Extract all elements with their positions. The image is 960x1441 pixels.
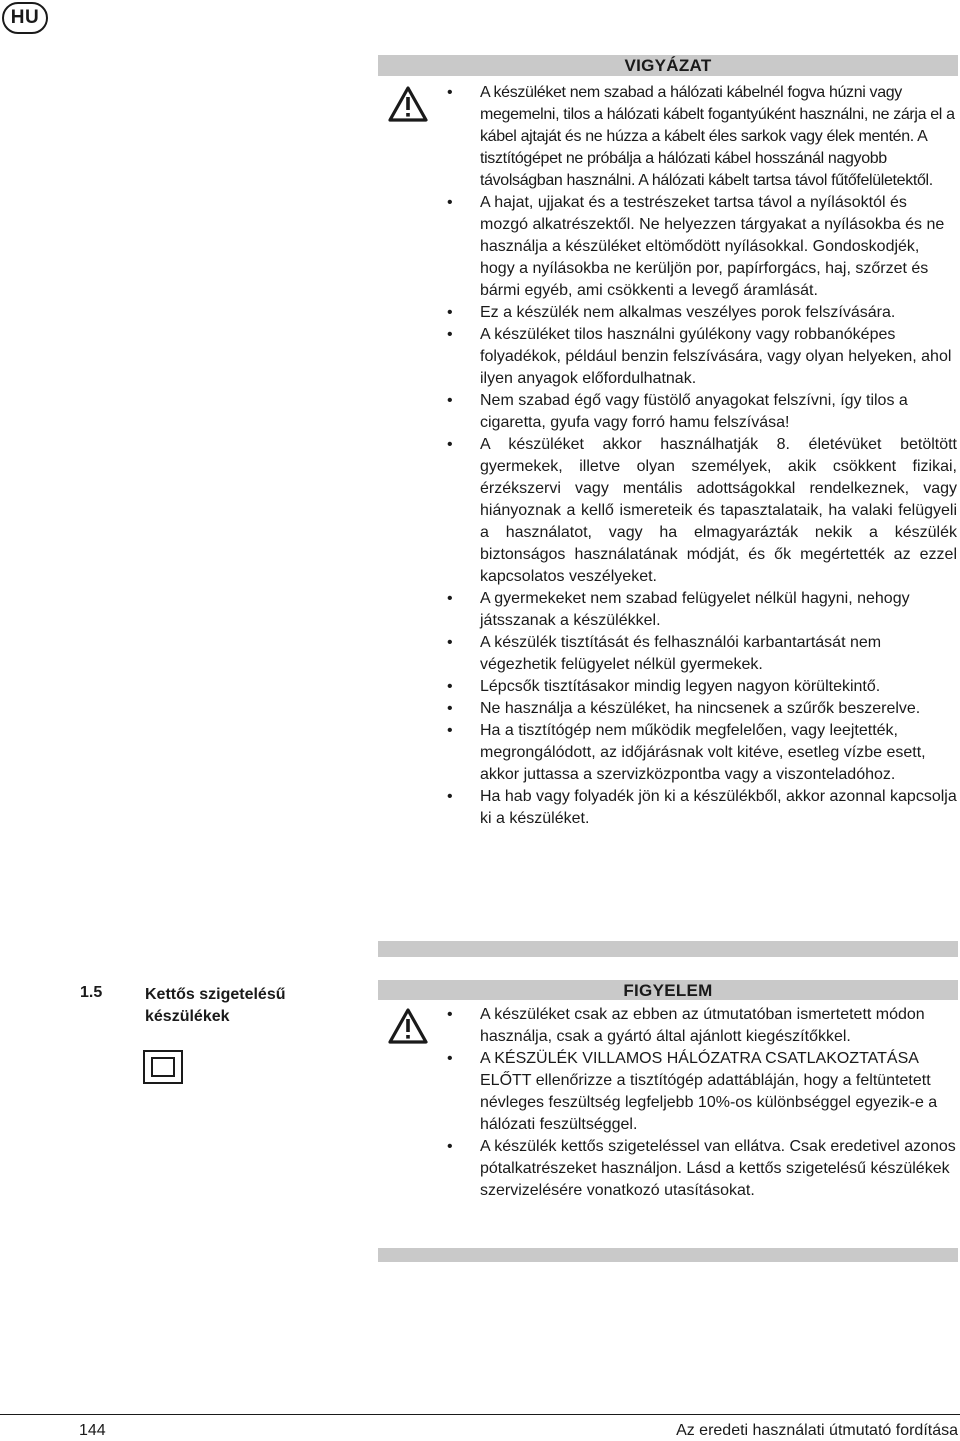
- list-item: • A hajat, ujjakat és a testrészeket tartsa távol a nyílásoktól és mozgó alkatrészektől. Ne helyezzen tárgyakat a nyílásokba és ne használja a készüléket eltömődött nyílásokkal. Gondoskodjék, hogy a nyílásokba ne kerüljön por, papírforgács, haj, szőrzet és bármi egyéb, ami csökkenti a levegő áramlását.: [447, 192, 957, 302]
- list-item: • A készülék tisztítását és felhasználói karbantartását nem végezhetik felügyelet nélkül gyermekek.: [447, 632, 957, 676]
- section-title: Kettős szigetelésű készülékek: [145, 986, 286, 1025]
- caution-footer-bar: [378, 941, 958, 957]
- warning-triangle-icon: [388, 86, 428, 122]
- page-number: 144: [79, 1422, 106, 1439]
- list-item: • A készüléket nem szabad a hálózati kábelnél fogva húzni vagy megemelni, tilos a hálózati kábelt fogantyúként használni, ne zárja el a kábel ajtaját és ne húzza a kábelt éles sarkok vagy élek mentén. A tisztítógépet ne próbálja a hálózati kábel hosszánál nagyobb távolságban használni. A hálózati kábelt tartsa távol fűtőfelületektől.: [447, 82, 957, 192]
- list-item: • Ne használja a készüléket, ha nincsenek a szűrők beszerelve.: [447, 698, 957, 720]
- attention-list: [447, 1004, 957, 1202]
- attention-title: FIGYELEM: [623, 981, 713, 1000]
- caution-list: [447, 82, 957, 830]
- list-item: • Ha hab vagy folyadék jön ki a készülékből, akkor azonnal kapcsolja ki a készüléket.: [447, 786, 957, 830]
- footer-divider: [0, 1414, 960, 1415]
- list-item: • Ha a tisztítógép nem működik megfelelően, vagy leejtették, megrongálódott, az időjárásnak volt kitéve, esetleg vízbe esett, akkor juttassa a szervizközpontba vagy a viszonteladóhoz.: [447, 720, 957, 786]
- section-number: 1.5: [80, 984, 103, 1001]
- list-item: • Nem szabad égő vagy füstölő anyagokat felszívni, így tilos a cigaretta, gyufa vagy forró hamu felszívása!: [447, 390, 957, 434]
- warning-triangle-icon: [388, 1008, 428, 1044]
- language-badge: HU: [2, 2, 48, 34]
- list-item: • A készüléket csak az ebben az útmutatóban ismertetett módon használja, csak a gyártó által ajánlott kiegészítőkkel.: [447, 1004, 957, 1048]
- caution-title: VIGYÁZAT: [624, 56, 712, 75]
- double-insulation-icon: [143, 1050, 183, 1084]
- footer-title: Az eredeti használati útmutató fordítása: [676, 1422, 958, 1439]
- attention-footer-bar: [378, 1248, 958, 1262]
- list-item: • A készüléket tilos használni gyúlékony vagy robbanóképes folyadékok, például benzin felszívására, vagy olyan helyeken, ahol ilyen anyagok előfordulhatnak.: [447, 324, 957, 390]
- list-item: • Ez a készülék nem alkalmas veszélyes porok felszívására.: [447, 302, 957, 324]
- list-item: • A gyermekeket nem szabad felügyelet nélkül hagyni, nehogy játsszanak a készülékkel.: [447, 588, 957, 632]
- list-item: • A készülék kettős szigeteléssel van ellátva. Csak eredetivel azonos pótalkatrészeket használjon. Lásd a kettős szigetelésű készülékek szervizelésére vonatkozó utasításokat.: [447, 1136, 957, 1202]
- list-item: • Lépcsők tisztításakor mindig legyen nagyon körültekintő.: [447, 676, 957, 698]
- list-item: • A készüléket akkor használhatják 8. életévüket betöltött gyermekek, illetve olyan személyek, akik csökkent fizikai, érzékszervi vagy mentális adottságokkal rendelkeznek, vagy hiányoznak a kellő ismereteik és tapasztalataik, ha valaki felügyeli a használatot, vagy ha elmagyarázták nekik a készülék biztonságos használatának módját, és ők megértették az ezzel kapcsolatos veszélyeket.: [447, 434, 957, 588]
- list-item: • A KÉSZÜLÉK VILLAMOS HÁLÓZATRA CSATLAKOZTATÁSA ELŐTT ellenőrizze a tisztítógép adattábláján, hogy a feltüntetett névleges feszültség legfeljebb 10%-os különbséggel egyezik-e a hálózati feszültséggel.: [447, 1048, 957, 1136]
